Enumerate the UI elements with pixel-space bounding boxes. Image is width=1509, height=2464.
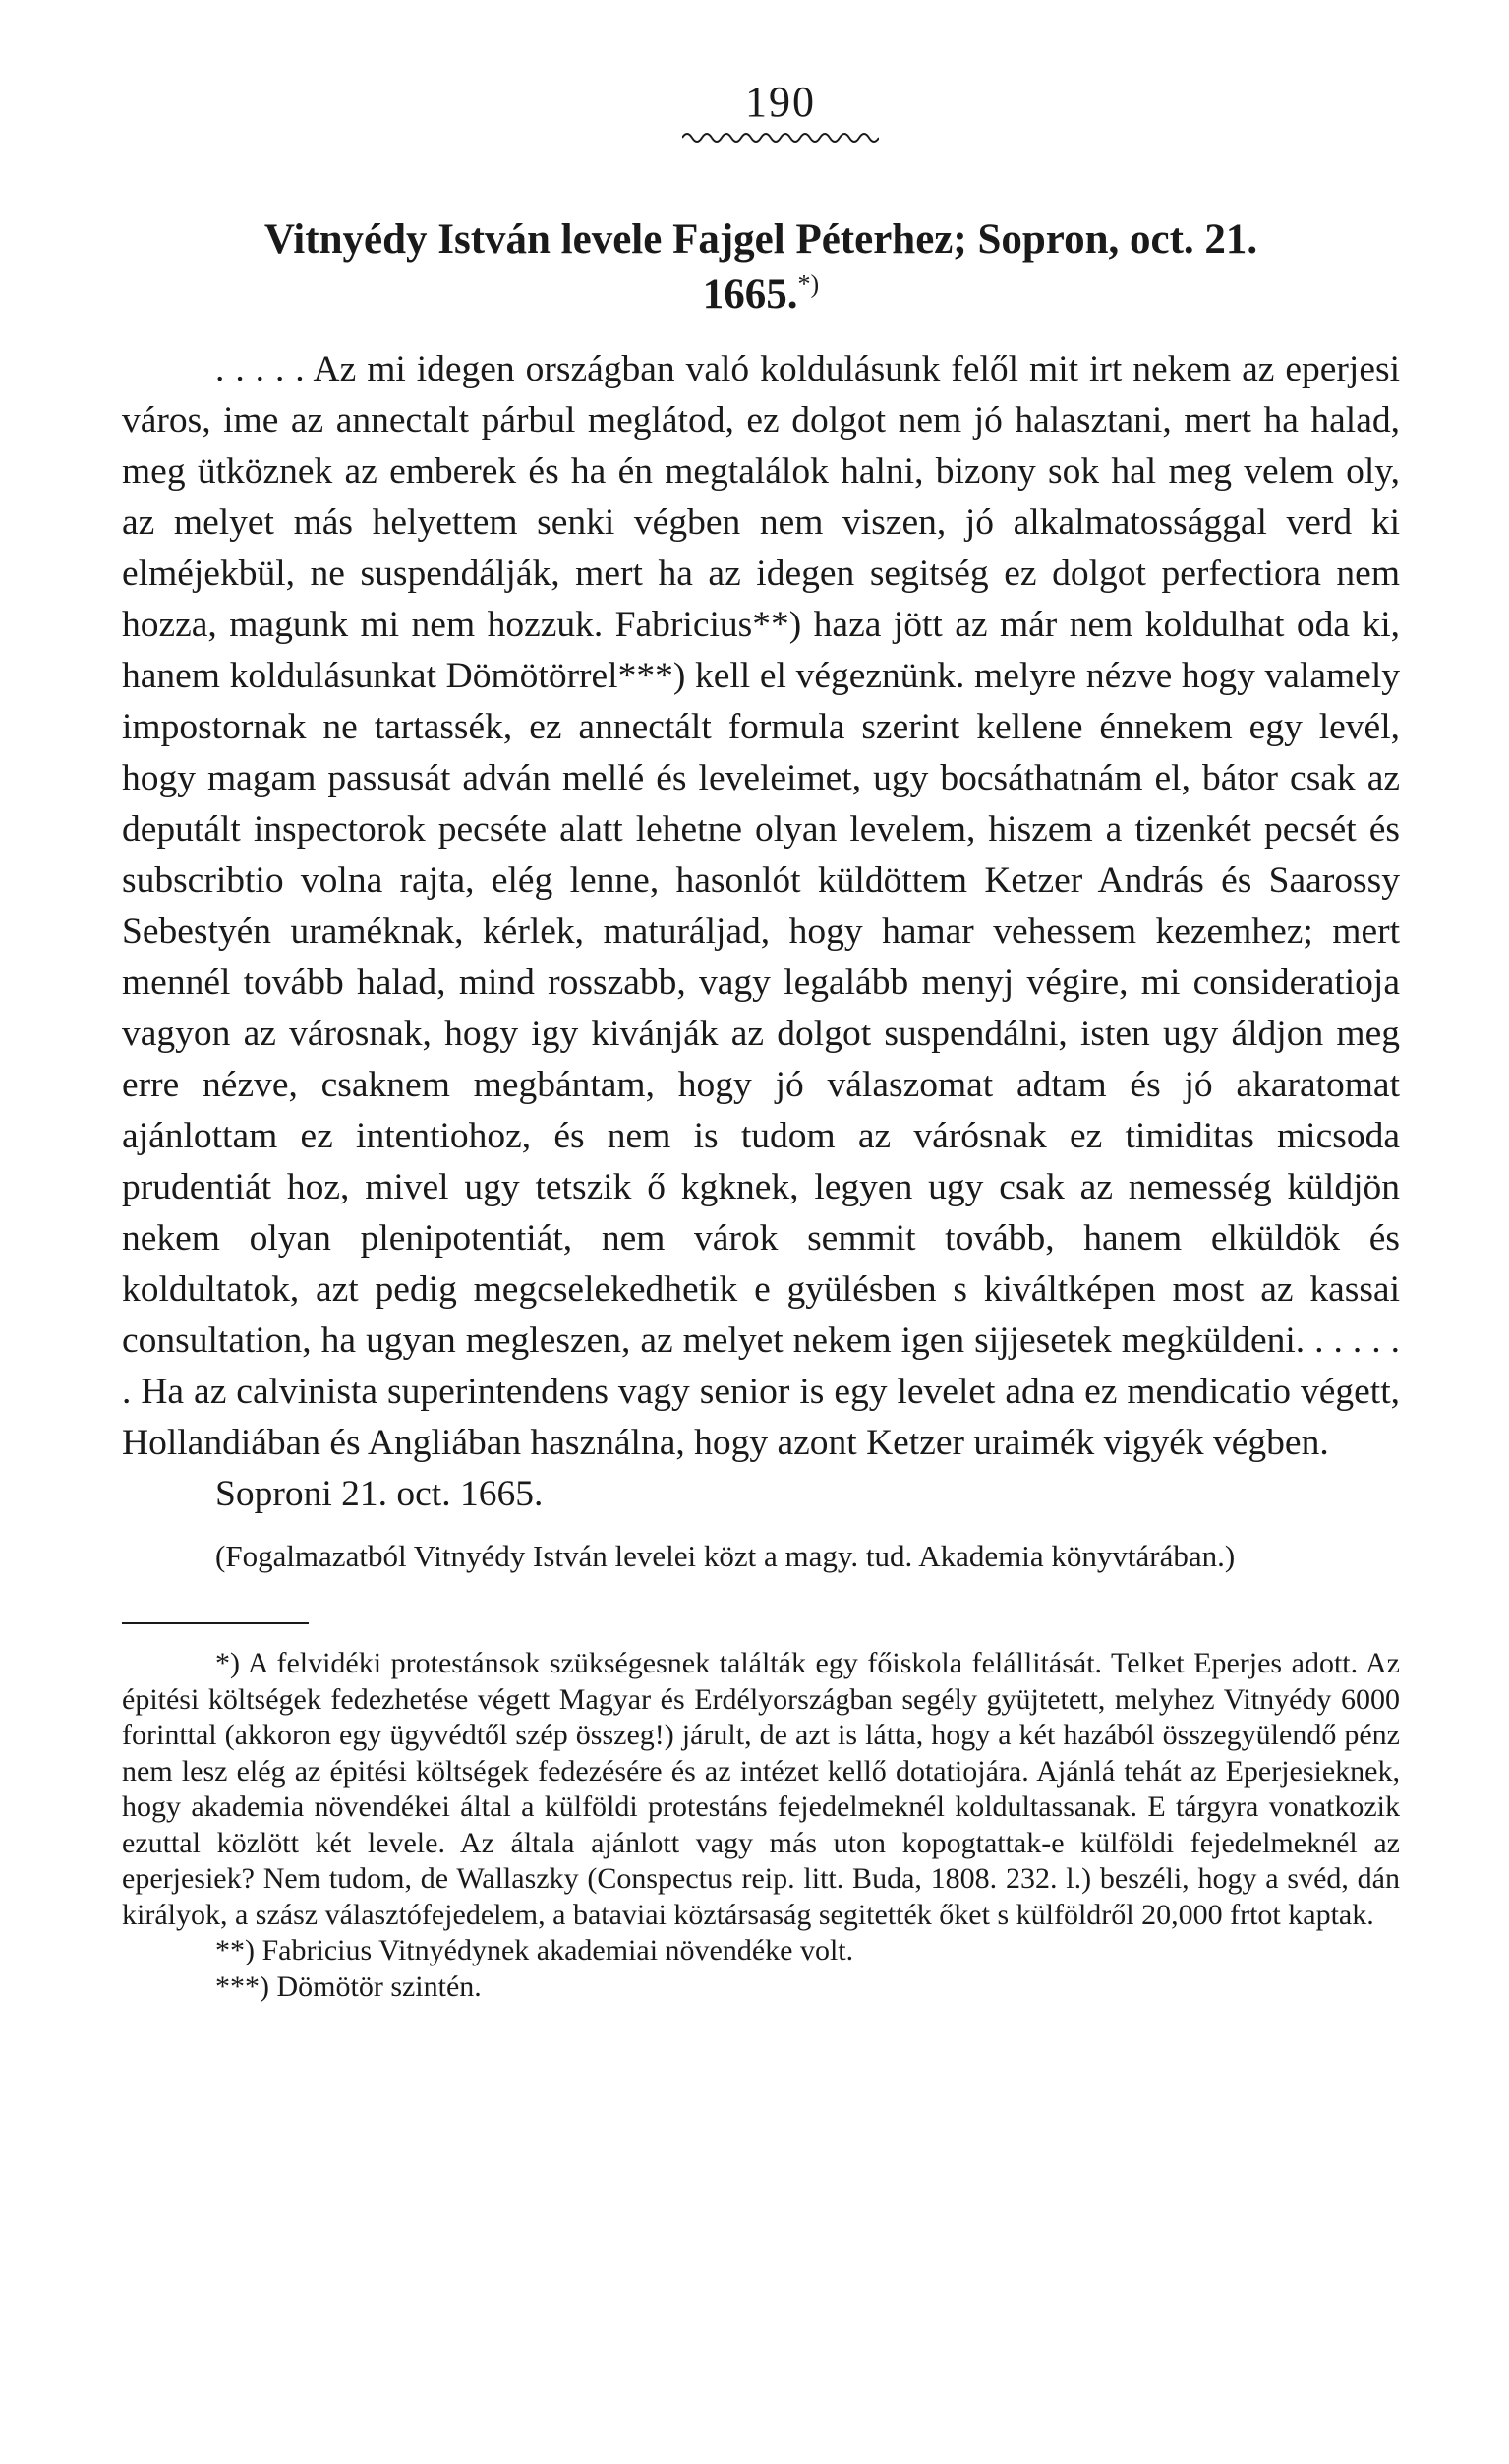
title-year: 1665. xyxy=(702,271,798,318)
title-line-2 xyxy=(122,267,1400,323)
decorative-wavy-rule-icon xyxy=(643,130,879,144)
letter-title xyxy=(122,212,1400,323)
footnote-3: ***) Dömötör szintén. xyxy=(215,1969,482,2003)
footnote-1: *) A felvidéki protestánsok szükségesnek találták egy főiskola felállitását. Telket Eperjes adott. Az épitési költségek fedezhetése végett Magyar és Erdélyországban segély gyüjtetett, melyhez Vitnyédy 6000 forinttal (akkoron egy ügyvédtől szép összeg!) járult, de azt is látta, hogy a két hazából összegyülendő pénz nem lesz elég az épitési költségek fedezésére és az intézet kellő dotatiojára. Ajánlá tehát az Eperjesieknek, hogy akademia növendékei által a külföldi protestáns fejedelmeknél koldultassanak. E tárgyra vonatkozik ezuttal közlött két levele. Az általa ajánlott vagy más uton kopogtattak-e külföldi fejedelmeknél az eperjesiek? Nem tudom, de Wallaszky (Conspectus reip. litt. Buda, 1808. 232. l.) beszéli, hogy a svéd, dán királyok, a szász választófejedelem, a bataviai köztársaság segitették őket s külföldről 20,000 frtot kaptak. xyxy=(122,1647,1400,1931)
letter-body xyxy=(122,344,1400,1469)
page xyxy=(122,78,1400,2005)
footnote-2: **) Fabricius Vitnyédynek akademiai növendéke volt. xyxy=(215,1934,854,1966)
source-note-text: (Fogalmazatból Vitnyédy István levelei közt a magy. tud. Akademia könyvtárában.) xyxy=(215,1539,1236,1573)
title-footnote-mark: *) xyxy=(797,269,820,299)
footnote-divider xyxy=(122,1622,309,1624)
letter-date-signature: Soproni 21. oct. 1665. xyxy=(215,1474,544,1514)
source-note xyxy=(122,1538,1400,1575)
page-number: 190 xyxy=(745,78,816,126)
footnotes xyxy=(122,1646,1400,2005)
title-line-1: Vitnyédy István levele Fajgel Péterhez; Sopron, oct. 21. xyxy=(263,216,1258,263)
letter-paragraph: . . . . . Az mi idegen országban való koldulásunk felől mit irt nekem az eperjesi város, ime az annectalt párbul meglátod, ez dolgot nem jó halasztani, mert ha halad, meg ütköznek az emberek és ha én megtalálok halni, bizony sok hal meg velem oly, az melyet más helyettem senki végben nem viszen, jó alkalmatossággal verd ki elméjekbül, ne suspendálják, mert ha az idegen segitség ez dolgot perfectiora nem hozza, magunk mi nem hozzuk. Fabricius**) haza jött az már nem koldulhat oda ki, hanem koldulásunkat Dömötörrel***) kell el végeznünk. melyre nézve hogy valamely impostornak ne tartassék, ez annectált formula szerint kellene énnekem egy levél, hogy magam passusát adván mellé és leveleimet, ugy bocsáthatnám el, bátor csak az deputált inspectorok pecséte alatt lehetne olyan levelem, hiszem a tizenkét pecsét és subscribtio volna rajta, elég lenne, hasonlót küldöttem Ketzer András és Saarossy Sebestyén uraméknak, kérlek, maturáljad, hogy hamar vehessem kezemhez; mert mennél tovább halad, mind rosszabb, vagy legalább menyj végire, mi consideratioja vagyon az városnak, hogy igy kivánják az dolgot suspendálni, isten ugy áldjon meg erre nézve, csaknem megbántam, hogy jó válaszomat adtam és jó akaratomat ajánlottam ez intentiohoz, és nem is tudom az várósnak ez timiditas micsoda prudentiát hoz, mivel ugy tetszik ő kgknek, legyen ugy csak az nemesség küldjön nekem olyan plenipotentiát, nem várok semmit tovább, hanem elküldök és koldultatok, azt pedig megcselekedhetik e gyülésben s kiváltképen most az kassai consultation, ha ugyan megleszen, az melyet nekem igen sijjesetek megküldeni. . . . . . . Ha az calvinista superintendens vagy senior is egy levelet adna ez mendicatio végett, Hollandiában és Angliában használna, hogy azont Ketzer uraimék vigyék végben. xyxy=(122,349,1400,1463)
